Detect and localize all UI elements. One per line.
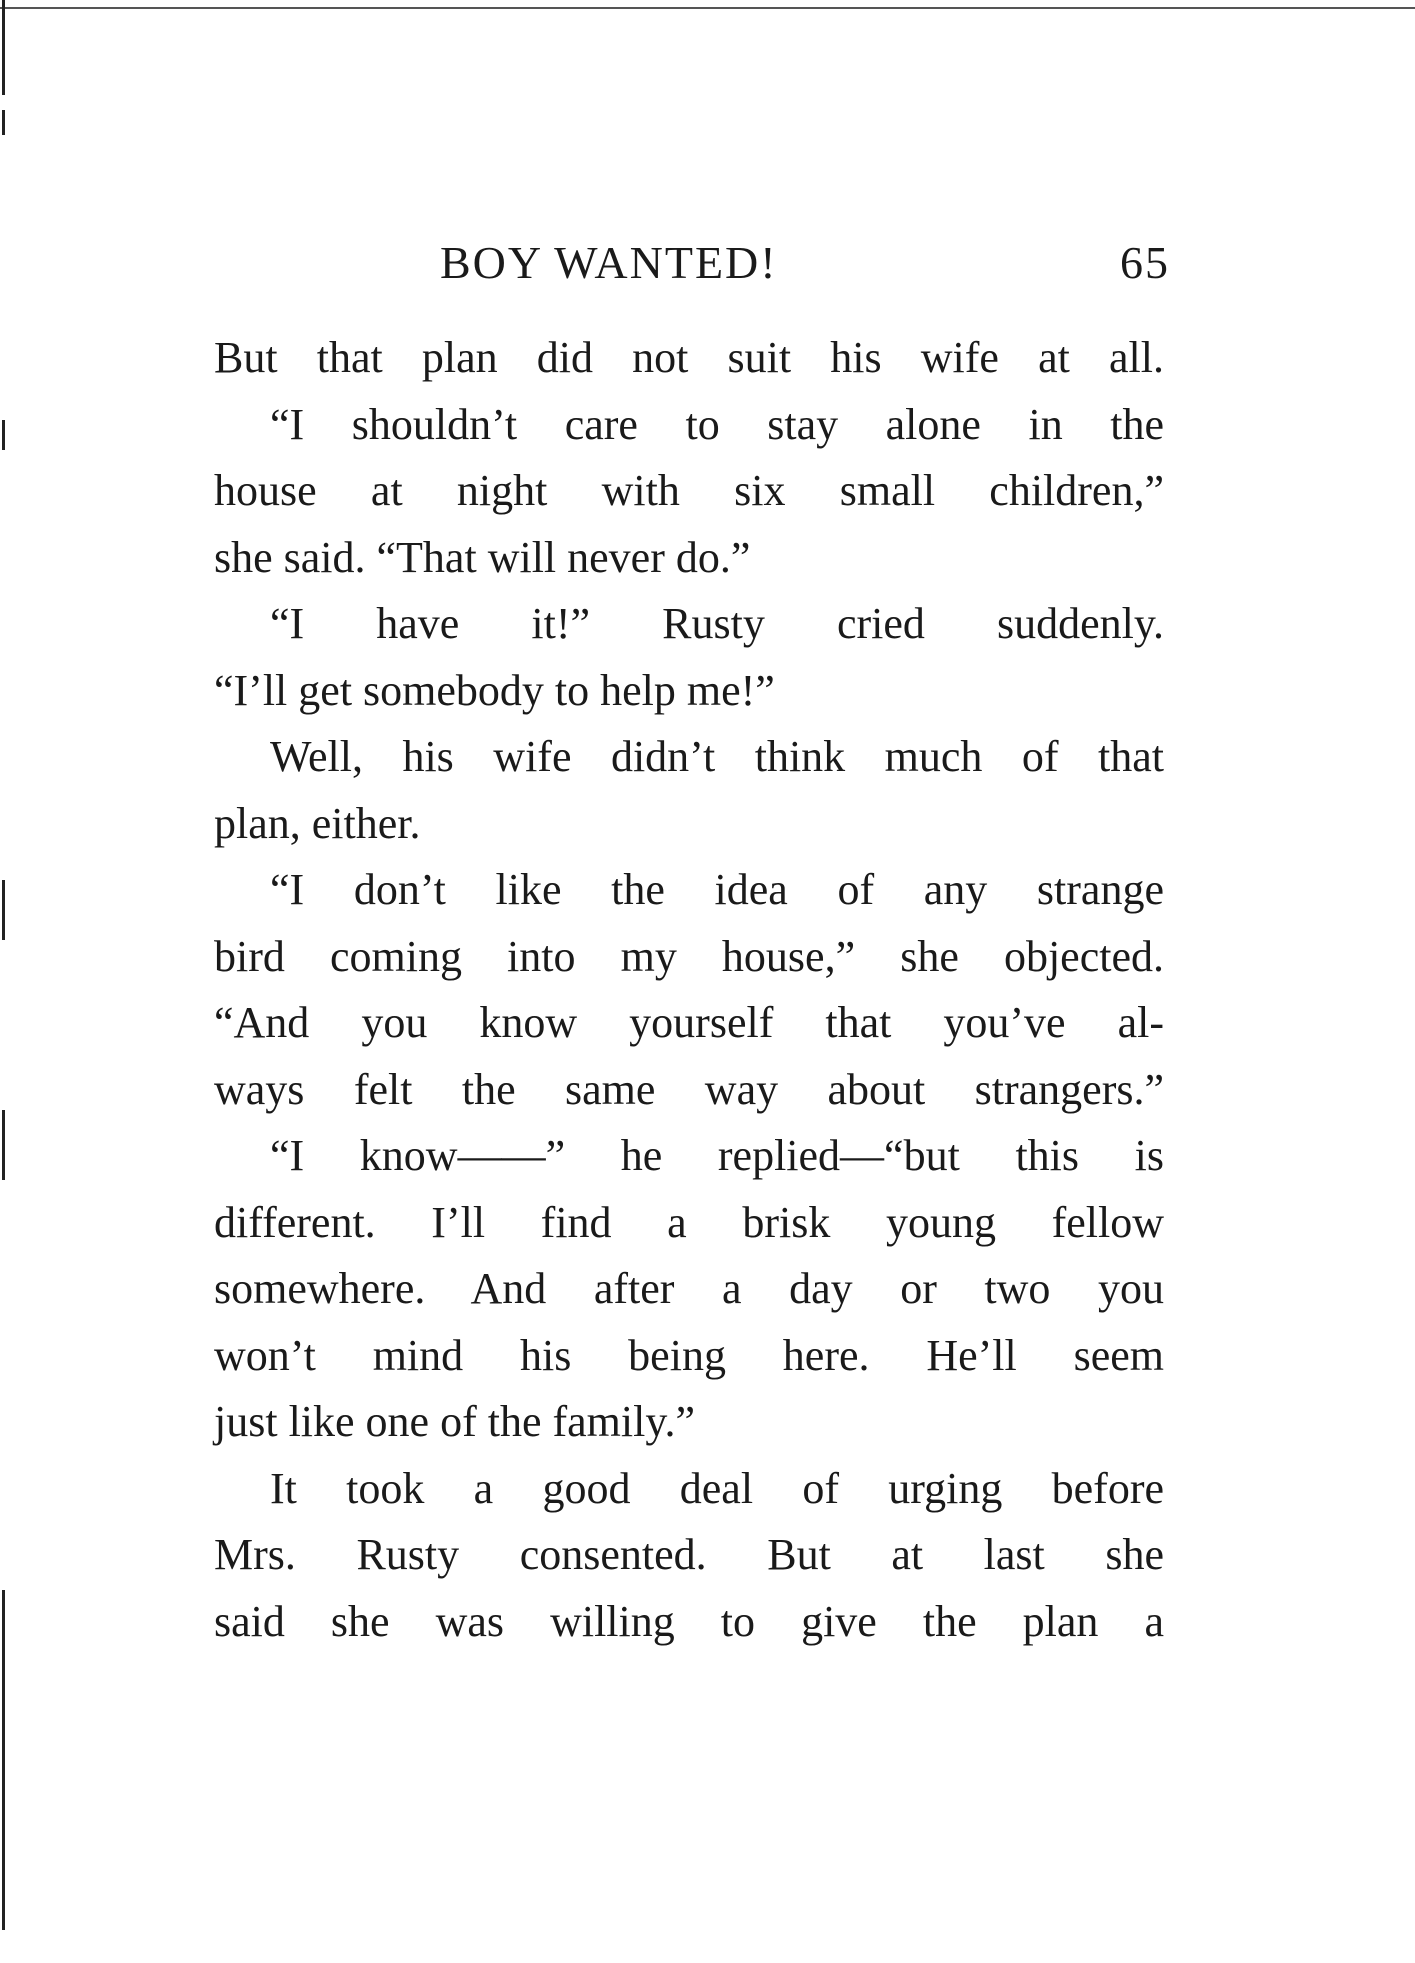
scan-left-edge xyxy=(0,0,14,1963)
scan-edge-mark xyxy=(2,420,5,450)
text-line: plan, either. xyxy=(214,798,421,848)
text-line: bird coming into my house,” she objected. xyxy=(214,931,1164,981)
text-line: different. I’ll find a brisk young fellow xyxy=(214,1197,1164,1247)
text-line: Mrs. Rusty consented. But at last she xyxy=(214,1530,1164,1579)
text-line: It took a good deal of urging before xyxy=(270,1463,1164,1513)
text-line: won’t mind his being here. He’ll seem xyxy=(214,1330,1164,1380)
text-line: ways felt the same way about strangers.” xyxy=(214,1064,1164,1114)
running-title: BOY WANTED! xyxy=(440,237,778,288)
scan-edge-mark xyxy=(2,1110,5,1180)
text-line: “I have it!” Rusty cried suddenly. xyxy=(270,599,1164,648)
scan-edge-mark xyxy=(2,1590,5,1930)
text-line: house at night with six small children,” xyxy=(214,466,1164,515)
text-line: somewhere. And after a day or two you xyxy=(214,1264,1164,1313)
page-number: 65 xyxy=(1120,237,1170,288)
text-line: just like one of the family.” xyxy=(214,1397,696,1446)
scan-edge-mark xyxy=(2,880,5,940)
scan-top-edge xyxy=(0,7,1415,9)
text-line: But that plan did not suit his wife at all. xyxy=(214,333,1164,382)
body-text xyxy=(214,325,1164,1655)
text-line: “I know——” he replied—“but this is xyxy=(270,1131,1164,1180)
page-header xyxy=(440,236,1170,306)
scan-edge-mark xyxy=(2,110,5,135)
text-line: “I don’t like the idea of any strange xyxy=(270,865,1164,914)
text-line: “I shouldn’t care to stay alone in the xyxy=(270,399,1164,449)
text-line: “And you know yourself that you’ve al- xyxy=(214,998,1164,1047)
text-line: Well, his wife didn’t think much of that xyxy=(270,732,1164,781)
text-line: said she was willing to give the plan a xyxy=(214,1596,1164,1646)
text-line: she said. “That will never do.” xyxy=(214,532,751,582)
scan-edge-mark xyxy=(2,0,5,95)
text-line: “I’ll get somebody to help me!” xyxy=(214,665,775,715)
